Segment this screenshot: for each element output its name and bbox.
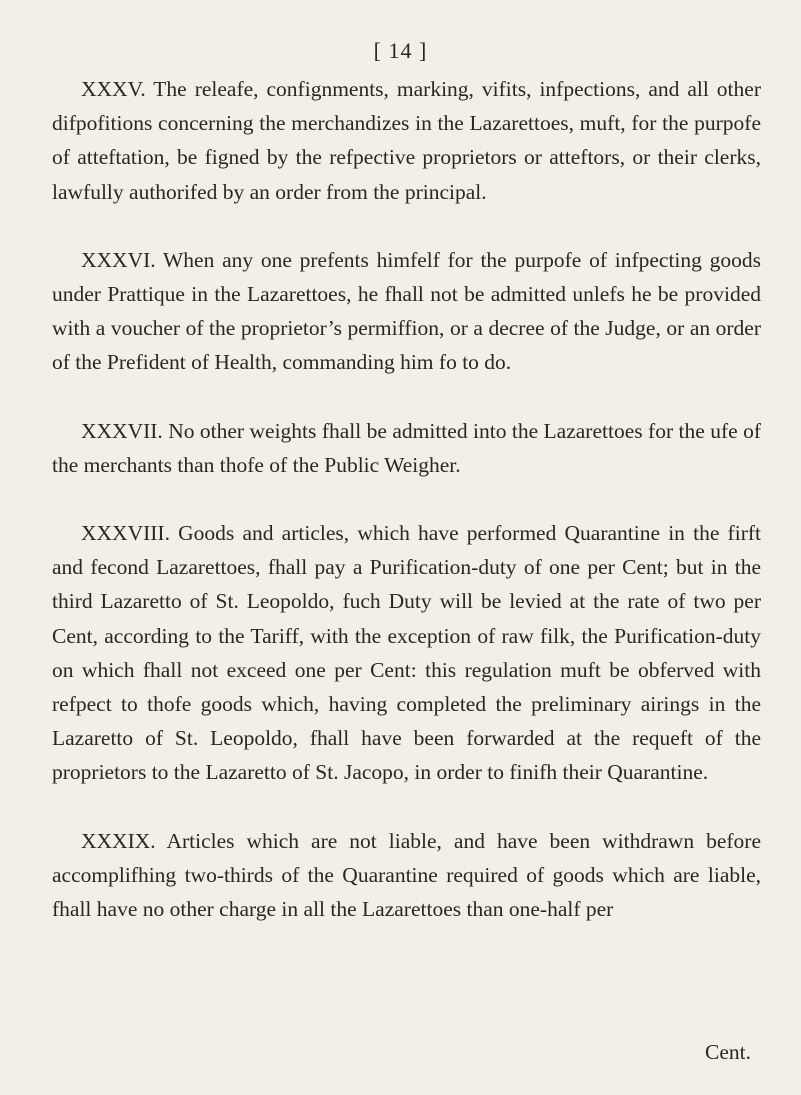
body-text bbox=[52, 72, 761, 926]
page-number: [ 14 ] bbox=[373, 38, 428, 63]
catchword: Cent. bbox=[705, 1040, 751, 1064]
paragraph-xxxix: XXXIX. Articles which are not liable, and have been withdrawn before accomplifhing two-thirds of the Quarantine required of goods which are liable, fhall have no other charge in all the Lazarettoes than one-half per bbox=[52, 828, 761, 922]
paragraph-xxxv: XXXV. The releafe, confignments, marking, vifits, infpections, and all other difpofitions concerning the merchandizes in the Lazarettoes, muft, for the purpofe of atteftation, be figned by the refpective proprietors or atteftors, or their clerks, lawfully authorifed by an order from the principal. bbox=[52, 77, 761, 204]
paragraph-xxxvi: XXXVI. When any one prefents himfelf for the purpofe of infpecting goods under Prattique in the Lazarettoes, he fhall not be admitted unlefs he be provided with a voucher of the proprietor’s permiffion, or a decree of the Judge, or an order of the Prefident of Health, commanding him fo to do. bbox=[52, 247, 761, 375]
paragraph-xxxvii: XXXVII. No other weights fhall be admitted into the Lazarettoes for the ufe of the merchants than thofe of the Public Weigher. bbox=[52, 418, 761, 477]
paragraph-xxxviii: XXXVIII. Goods and articles, which have performed Quarantine in the firft and fecond Lazarettoes, fhall pay a Purification-duty of one per Cent; but in the third Lazaretto of St. Leopoldo, fuch Duty will be levied at the rate of two per Cent, according to the Tariff, with the exception of raw filk, the Purification-duty on which fhall not exceed one per Cent: this regulation muft be obferved with refpect to thofe goods which, having completed the preliminary airings in the Lazaretto of St. Leopoldo, fhall have been forwarded at the requeft of the proprietors to the Lazaretto of St. Jacopo, in order to finifh their Quarantine. bbox=[52, 521, 761, 785]
